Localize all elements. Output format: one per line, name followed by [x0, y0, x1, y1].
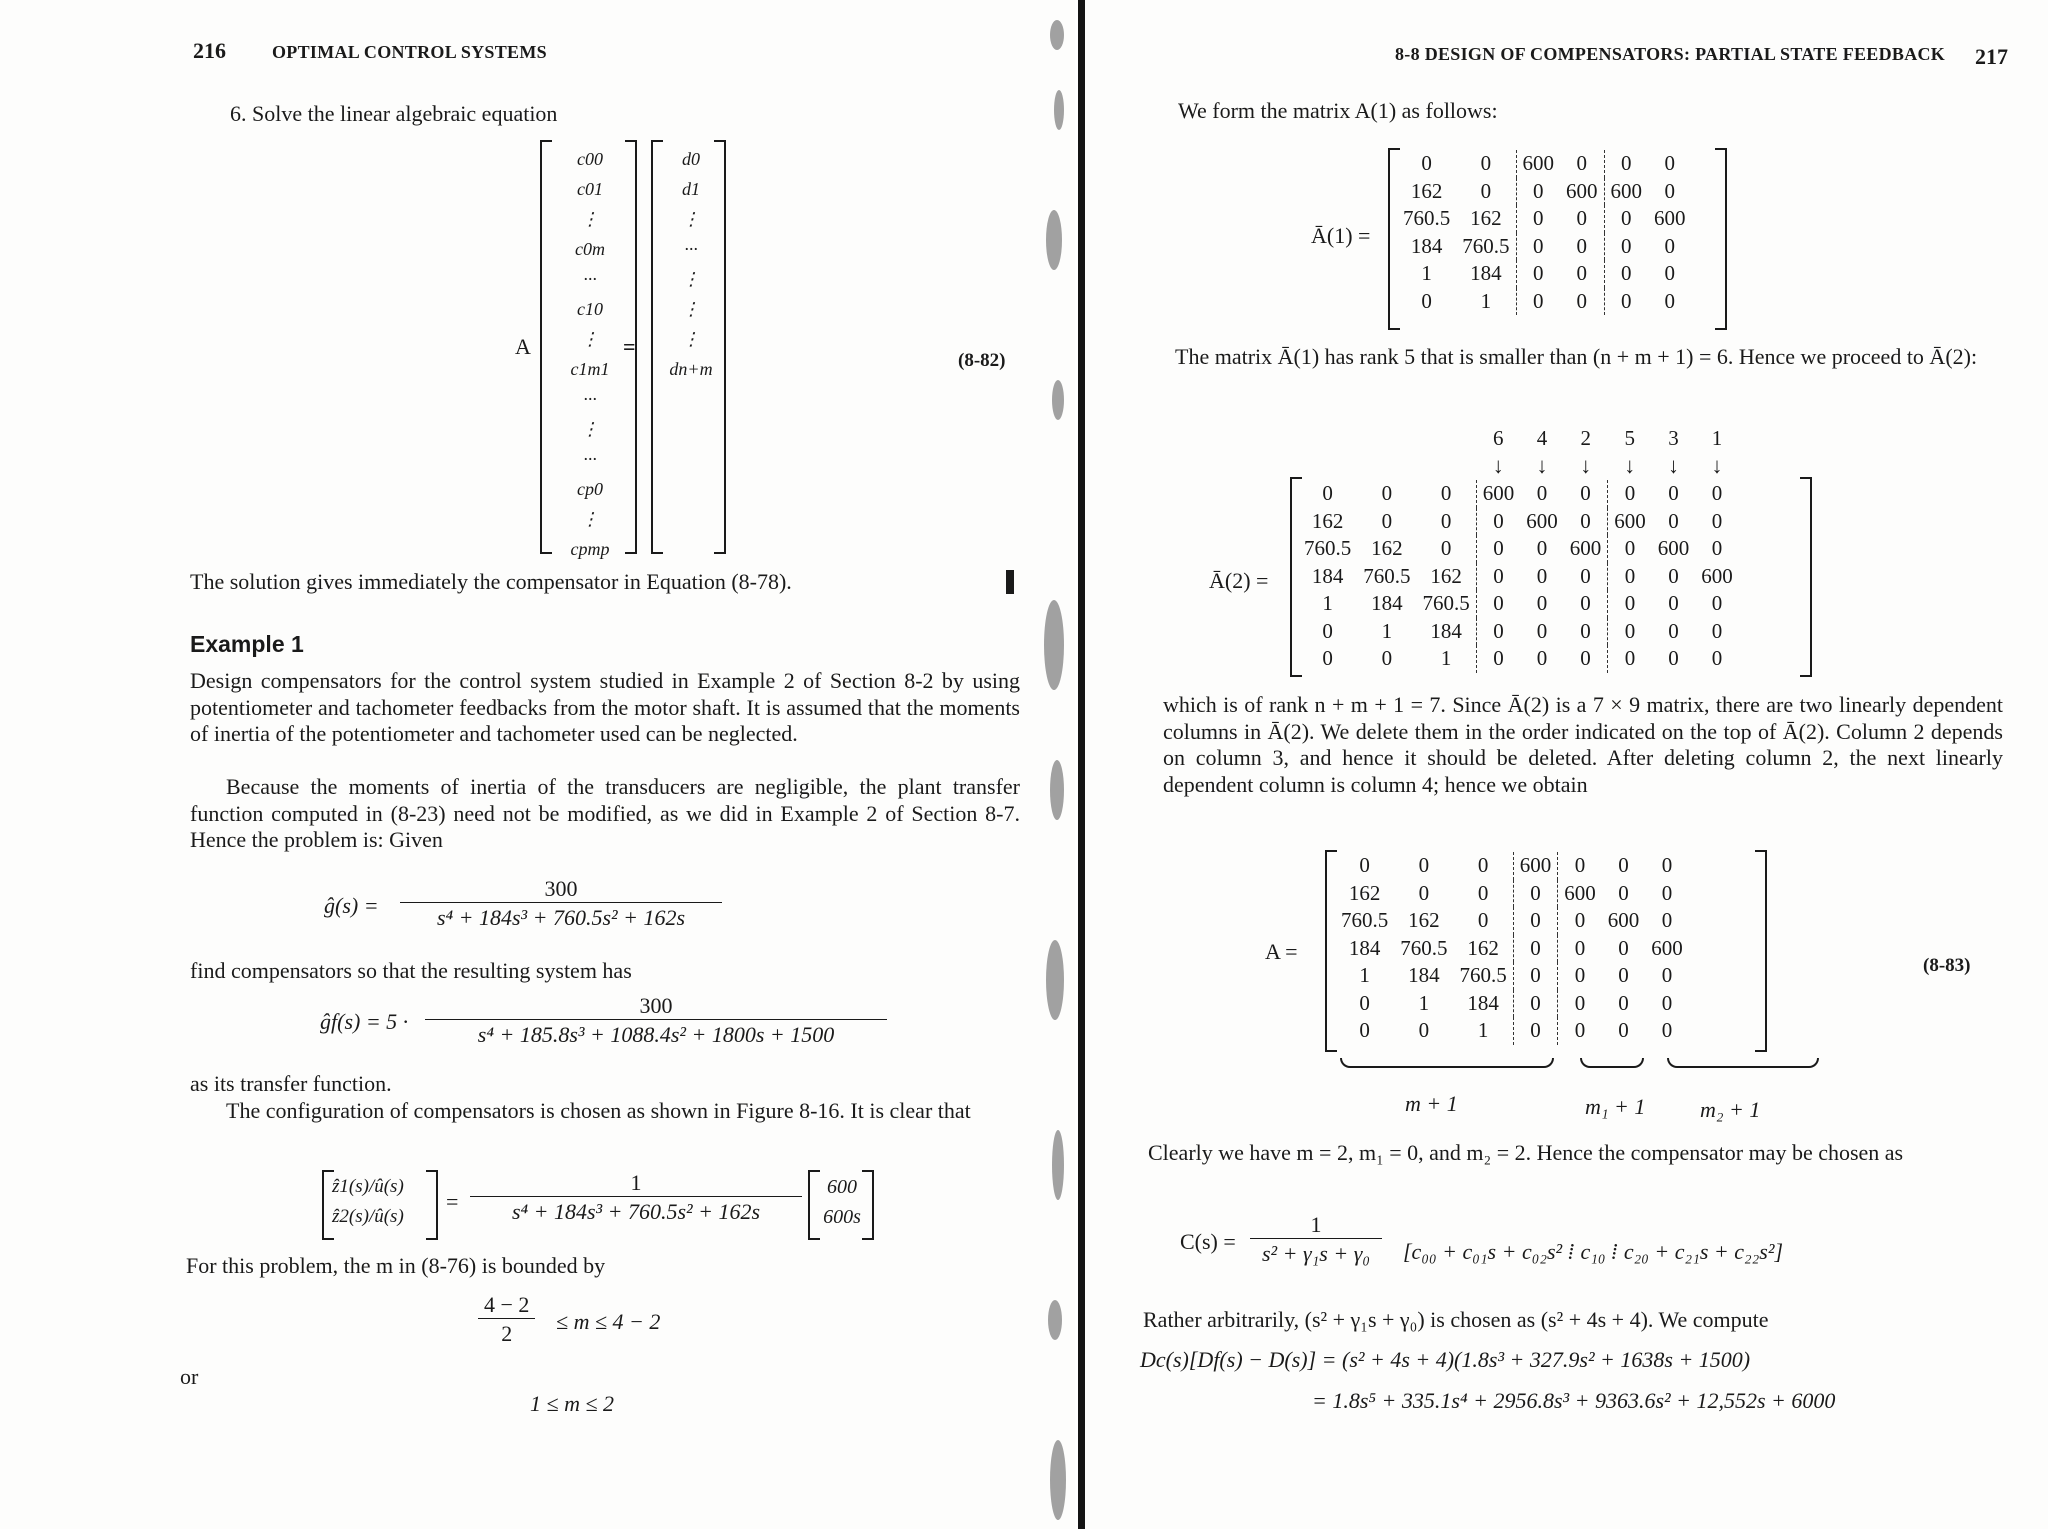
ineq2: 1 ≤ m ≤ 2	[530, 1391, 615, 1416]
matrix-cell: 0	[1513, 1017, 1558, 1045]
c-vector-entry: c0m	[575, 239, 605, 259]
matrix-cell: 0	[1516, 260, 1560, 288]
d-vector-entry: ⋮	[682, 299, 700, 319]
eq-882-lhs-symbol: A	[515, 334, 531, 359]
c-vector-entry: cpmp	[570, 539, 610, 559]
matrix-cell: 0	[1618, 935, 1629, 960]
brace-label-m: m + 1	[1405, 1091, 1458, 1116]
zvec-denominator: s⁴ + 184s³ + 760.5s² + 162s	[470, 1196, 802, 1225]
matrix-cell: 0	[1359, 990, 1370, 1015]
matrix-cell: 0	[1536, 536, 1548, 561]
matrix-row	[1298, 563, 1739, 591]
brace-m1-plus-1	[1580, 1058, 1644, 1068]
eq-gf-denominator: s⁴ + 185.8s³ + 1088.4s² + 1800s + 1500	[425, 1019, 887, 1048]
matrix-cell: 0	[1608, 563, 1652, 591]
matrix-cell: 0	[1477, 908, 1489, 933]
matrix-cell: 0	[1608, 480, 1652, 508]
matrix-cell: 184	[1311, 563, 1344, 588]
bound-text: For this problem, the m in (8-76) is bounded by	[186, 1253, 606, 1278]
down-arrow-icon	[1417, 453, 1477, 481]
matrix-cell: 0	[1661, 853, 1673, 878]
column-order-marker	[1298, 425, 1357, 453]
matrix-cell: 0	[1440, 481, 1452, 506]
intro-text: We form the matrix A(1) as follows:	[1178, 98, 1498, 123]
eq-g-denominator: s⁴ + 184s³ + 760.5s² + 162s	[400, 902, 722, 931]
matrix-cell: 0	[1608, 618, 1652, 646]
clearly-text: Clearly we have m = 2, m₁ = 0, and m₂ = 2. Hence the compensator may be chosen as	[1148, 1140, 1904, 1165]
matrix-cell: 600	[1657, 536, 1690, 561]
matrix-cell: 0	[1359, 1018, 1370, 1043]
column-order-marker: 6	[1493, 426, 1504, 451]
matrix-cell: 0	[1668, 618, 1679, 643]
zvec-numerator: 1	[630, 1170, 642, 1195]
matrix-row	[1397, 260, 1692, 288]
matrix-cell: 760.5	[1422, 591, 1470, 616]
matrix-cell: 162	[1430, 563, 1462, 588]
column-order-marker	[1357, 425, 1416, 453]
column-order-marker: 4	[1536, 426, 1548, 451]
eq-gf-fraction	[425, 993, 887, 1048]
matrix-cell: 600	[1569, 536, 1602, 561]
matrix-row	[1397, 150, 1692, 178]
matrix-cell: 162	[1467, 935, 1499, 960]
matrix-cell: 0	[1608, 645, 1652, 673]
matrix-cell: 600	[1604, 178, 1648, 206]
matrix-cell: 0	[1513, 880, 1558, 908]
matrix-row	[1335, 935, 1689, 963]
c-vector-entry: ···	[583, 389, 597, 409]
rvec-entries	[816, 1172, 868, 1232]
c-vector-entry: cp0	[577, 479, 603, 499]
ineq1-numerator: 4 − 2	[484, 1292, 530, 1317]
c-vector-entry: c01	[577, 179, 603, 199]
matrix-row	[1335, 880, 1689, 908]
matrix-cell: 0	[1661, 1018, 1673, 1043]
rank-text: The matrix Ā(1) has rank 5 that is smaller than (n + m + 1) = 6. Hence we proceed to Ā(2):	[1175, 344, 1978, 369]
d-vector	[663, 144, 719, 384]
matrix-cell: 760.5	[1341, 908, 1389, 933]
c-vector-entry: ⋮	[581, 509, 599, 529]
page-number-right: 217	[1975, 44, 2008, 69]
down-arrow-icon: ↓	[1711, 453, 1723, 479]
matrix-cell: 0	[1711, 591, 1723, 616]
matrix-cell: 0	[1476, 535, 1520, 563]
matrix-cell: 0	[1668, 646, 1679, 671]
dc-line-1: Dc(s)[Df(s) − D(s)] = (s² + 4s + 4)(1.8s³ + 327.9s² + 1638s + 1500)	[1140, 1347, 1751, 1372]
matrix-cell: 760.5	[1304, 536, 1352, 561]
brace-label-m1: m₁ + 1	[1585, 1094, 1646, 1119]
matrix-cell: 0	[1536, 618, 1548, 643]
matrix-cell: 1	[1418, 990, 1430, 1015]
matrix-cell: 162	[1311, 508, 1344, 533]
matrix-cell: 600	[1654, 206, 1686, 231]
end-of-proof-mark	[1006, 570, 1014, 594]
matrix-cell: 600	[1701, 563, 1733, 588]
matrix-cell: 0	[1516, 233, 1560, 261]
rvec-row-1: 600	[827, 1176, 857, 1198]
matrix-row	[1335, 1017, 1689, 1045]
matrix-cell: 0	[1322, 481, 1333, 506]
matrix-cell: 0	[1580, 591, 1591, 616]
matrix-cell: 0	[1604, 260, 1648, 288]
matrix-cell: 0	[1421, 288, 1432, 313]
d-vector-entry: d1	[682, 179, 700, 199]
or-text: or	[180, 1364, 199, 1389]
running-head-right: 8-8 DESIGN OF COMPENSATORS: PARTIAL STATE FEEDBACK	[1395, 44, 1946, 64]
matrix-cell: 0	[1618, 1018, 1629, 1043]
matrix-cell: 0	[1516, 178, 1560, 206]
matrix-cell: 0	[1359, 853, 1370, 878]
matrix-cell: 0	[1604, 233, 1648, 261]
down-arrow-icon: ↓	[1580, 453, 1592, 479]
eq-882-left-bracket-open	[540, 140, 552, 554]
matrix-cell: 0	[1668, 591, 1679, 616]
zvec-entries	[332, 1172, 404, 1232]
matrix-cell: 0	[1580, 481, 1591, 506]
arbitrary-text: Rather arbitrarily, (s² + γ₁s + γ₀) is chosen as (s² + 4s + 4). We compute	[1143, 1307, 1769, 1332]
column-order-marker: 5	[1624, 426, 1635, 451]
matrix-row	[1335, 990, 1689, 1018]
matrix-cell: 0	[1513, 990, 1558, 1018]
matrix-cell: 0	[1711, 481, 1723, 506]
a1-label: Ā(1) =	[1311, 223, 1371, 248]
example-paragraph-2: Because the moments of inertia of the transducers are negligible, the plant transfer function computed in (8-23) need not be modified, as we did in Example 2 of Section 8-7. Hence the problem is: Given	[190, 774, 1020, 852]
matrix-cell: 0	[1322, 646, 1333, 671]
matrix-cell: 0	[1618, 963, 1629, 988]
matrix-cell: 0	[1580, 618, 1591, 643]
matrix-cell: 0	[1711, 646, 1723, 671]
matrix-cell: 760.5	[1400, 935, 1448, 960]
eq-g-lhs: ĝ(s) =	[324, 893, 379, 918]
matrix-row	[1335, 852, 1689, 880]
matrix-cell: 0	[1576, 206, 1587, 231]
d-vector-entry: ⋮	[682, 329, 700, 349]
matrix-cell: 0	[1661, 990, 1673, 1015]
matrix-cell: 184	[1408, 963, 1440, 988]
matrix-cell: 0	[1480, 151, 1492, 176]
matrix-cell: 600	[1608, 508, 1652, 536]
cs-numerator: 1	[1310, 1212, 1322, 1237]
rvec-row-2: 600s	[823, 1206, 861, 1228]
d-vector-entry: dn+m	[669, 359, 713, 379]
column-order-marker: 2	[1580, 426, 1591, 451]
brace-label-m2: m₂ + 1	[1700, 1097, 1761, 1122]
matrix-cell: 0	[1661, 963, 1673, 988]
matrix-cell: 0	[1480, 178, 1492, 203]
eq-883-label: (8-83)	[1923, 955, 1971, 976]
matrix-cell: 0	[1558, 962, 1602, 990]
matrix-row	[1298, 480, 1739, 508]
matrix-cell: 0	[1476, 563, 1520, 591]
step-6-text: 6. Solve the linear algebraic equation	[230, 101, 558, 126]
c-vector-entry: c1m1	[570, 359, 610, 379]
matrix-cell: 600	[1516, 150, 1560, 178]
matrix-a1	[1397, 150, 1692, 315]
matrix-cell: 760.5	[1403, 206, 1451, 231]
matrix-cell: 1	[1480, 288, 1492, 313]
example-heading: Example 1	[190, 631, 304, 657]
a-bracket-close	[1755, 850, 1767, 1052]
zvec-bracket-close	[426, 1170, 438, 1240]
d-vector-entry: ⋮	[682, 209, 700, 229]
matrix-cell: 0	[1322, 618, 1333, 643]
matrix-row	[1335, 907, 1689, 935]
matrix-cell: 162	[1371, 536, 1403, 561]
down-arrow-icon: ↓	[1668, 453, 1679, 479]
cs-fraction	[1250, 1212, 1382, 1267]
matrix-cell: 0	[1476, 645, 1520, 673]
transfer-text: as its transfer function.	[190, 1071, 392, 1096]
eq-gf-lhs: ĝf(s) = 5 ·	[320, 1009, 409, 1034]
dc-line-2: = 1.8s⁵ + 335.1s⁴ + 2956.8s³ + 9363.6s² + 12,552s + 6000	[1312, 1388, 1836, 1413]
matrix-cell: 1	[1359, 963, 1370, 988]
matrix-cell: 600	[1513, 852, 1558, 880]
configuration-text: The configuration of compensators is chosen as shown in Figure 8-16. It is clear that	[226, 1098, 971, 1123]
matrix-cell: 0	[1668, 481, 1679, 506]
matrix-cell: 184	[1410, 233, 1443, 258]
d-vector-entry: ⋮	[682, 269, 700, 289]
right-page	[1085, 0, 2048, 1529]
column-order-marker	[1417, 425, 1477, 453]
matrix-cell: 0	[1661, 880, 1673, 905]
c-vector-entry: ⋮	[581, 209, 599, 229]
matrix-row	[1298, 508, 1739, 536]
c-vector-entry: ⋮	[581, 419, 599, 439]
matrix-cell: 0	[1580, 646, 1591, 671]
matrix-cell: 0	[1661, 908, 1673, 933]
matrix-cell: 0	[1440, 508, 1452, 533]
matrix-cell: 0	[1618, 853, 1629, 878]
matrix-cell: 184	[1430, 618, 1462, 643]
matrix-cell: 1	[1381, 618, 1393, 643]
matrix-cell: 0	[1536, 646, 1548, 671]
eq-882-label: (8-82)	[958, 350, 1006, 371]
matrix-row	[1298, 618, 1739, 646]
matrix-cell: 0	[1580, 563, 1591, 588]
ineq1-fraction	[478, 1292, 535, 1347]
down-arrow-icon	[1298, 453, 1357, 481]
matrix-cell: 0	[1536, 591, 1548, 616]
zvec-fraction	[470, 1170, 802, 1225]
c-vector-entry: c00	[577, 149, 603, 169]
matrix-row	[1397, 178, 1692, 206]
matrix-cell: 162	[1470, 206, 1502, 231]
down-arrow-icon	[1357, 453, 1416, 481]
matrix-a2	[1298, 425, 1739, 673]
matrix-row	[1298, 535, 1739, 563]
matrix-cell: 0	[1664, 288, 1675, 313]
ineq1-denominator: 2	[478, 1318, 535, 1347]
eq-g-fraction	[400, 876, 722, 931]
c-vector-entry: c10	[577, 299, 603, 319]
matrix-cell: 760.5	[1462, 233, 1510, 258]
matrix-cell: 0	[1604, 288, 1648, 316]
matrix-cell: 1	[1421, 261, 1432, 286]
matrix-row	[1298, 645, 1739, 673]
matrix-cell: 0	[1668, 508, 1679, 533]
matrix-cell: 162	[1408, 908, 1440, 933]
matrix-cell: 600	[1607, 908, 1640, 933]
matrix-cell: 0	[1580, 508, 1591, 533]
matrix-cell: 0	[1576, 261, 1587, 286]
matrix-cell: 0	[1618, 990, 1629, 1015]
matrix-cell: 0	[1608, 535, 1652, 563]
down-arrow-icon: ↓	[1492, 453, 1504, 479]
brace-m-plus-1	[1340, 1058, 1554, 1068]
matrix-a	[1335, 852, 1689, 1045]
matrix-cell: 0	[1576, 151, 1587, 176]
column-order-marker: 1	[1711, 426, 1723, 451]
matrix-cell: 0	[1516, 288, 1560, 316]
eq-882-equals: =	[623, 334, 636, 359]
matrix-cell: 0	[1711, 618, 1723, 643]
zvec-equals: =	[446, 1189, 459, 1214]
matrix-cell: 0	[1608, 590, 1652, 618]
matrix-cell: 0	[1576, 288, 1587, 313]
matrix-cell: 600	[1651, 935, 1683, 960]
matrix-cell: 760.5	[1363, 563, 1411, 588]
matrix-cell: 0	[1516, 205, 1560, 233]
rvec-bracket-close	[862, 1170, 874, 1240]
matrix-cell: 0	[1381, 646, 1393, 671]
c-vector	[552, 144, 628, 564]
matrix-cell: 162	[1410, 178, 1443, 203]
matrix-cell: 0	[1664, 261, 1675, 286]
matrix-cell: 1	[1322, 591, 1333, 616]
matrix-cell: 0	[1477, 880, 1489, 905]
matrix-cell: 0	[1536, 563, 1548, 588]
d-vector-entry: ···	[684, 239, 698, 259]
matrix-cell: 0	[1711, 508, 1723, 533]
matrix-cell: 0	[1381, 508, 1393, 533]
a2-bracket-open	[1290, 477, 1302, 677]
matrix-row	[1298, 590, 1739, 618]
matrix-cell: 0	[1664, 178, 1675, 203]
eq-882-right-bracket-open	[651, 140, 663, 554]
matrix-cell: 0	[1618, 880, 1629, 905]
cs-lhs: C(s) =	[1180, 1229, 1236, 1254]
matrix-cell: 0	[1418, 880, 1430, 905]
eq-gf-numerator: 300	[639, 993, 673, 1018]
zvec-row-1: ẑ1(s)/û(s)	[332, 1176, 404, 1197]
example-paragraph-1: Design compensators for the control system studied in Example 2 of Section 8-2 by using potentiometer and tachometer feedbacks from the motor shaft. It is assumed that the moments of inertia of the potentiometer and tachometer used can be neglected.	[190, 668, 1020, 746]
matrix-cell: 600	[1558, 880, 1602, 908]
matrix-cell: 0	[1558, 935, 1602, 963]
c-vector-entry: ···	[583, 449, 597, 469]
down-arrow-icon: ↓	[1536, 453, 1548, 479]
down-arrow-icon: ↓	[1624, 453, 1636, 479]
matrix-cell: 0	[1421, 151, 1432, 176]
matrix-cell: 0	[1604, 205, 1648, 233]
matrix-cell: 184	[1348, 935, 1381, 960]
column-order-marker: 3	[1668, 426, 1679, 451]
solution-text: The solution gives immediately the compensator in Equation (8-78).	[190, 569, 792, 594]
eq-g-numerator: 300	[544, 876, 578, 901]
find-text: find compensators so that the resulting system has	[190, 958, 632, 983]
running-head-left: OPTIMAL CONTROL SYSTEMS	[272, 42, 547, 62]
a2-bracket-close	[1800, 477, 1812, 677]
cs-denominator: s² + γ₁s + γ₀	[1250, 1238, 1382, 1267]
matrix-cell: 760.5	[1459, 963, 1507, 988]
matrix-cell: 162	[1348, 880, 1381, 905]
zvec-row-2: ẑ2(s)/û(s)	[332, 1206, 404, 1227]
cs-rhs: [c₀₀ + c₀₁s + c₀₂s² ⁞ c₁₀ ⁞ c₂₀ + c₂₁s + c₂₂s²]	[1403, 1239, 1784, 1264]
matrix-row	[1335, 962, 1689, 990]
page-number-left: 216	[193, 38, 226, 63]
matrix-cell: 0	[1513, 935, 1558, 963]
matrix-cell: 600	[1526, 508, 1558, 533]
matrix-cell: 0	[1558, 907, 1602, 935]
matrix-row	[1397, 288, 1692, 316]
matrix-cell: 0	[1711, 536, 1723, 561]
c-vector-entry: ···	[583, 269, 597, 289]
matrix-cell: 0	[1668, 563, 1679, 588]
matrix-cell: 184	[1470, 261, 1502, 286]
a2-label: Ā(2) =	[1209, 568, 1269, 593]
a-label: A =	[1265, 939, 1298, 964]
matrix-cell: 0	[1477, 853, 1489, 878]
matrix-cell: 1	[1440, 646, 1452, 671]
matrix-cell: 0	[1440, 536, 1452, 561]
d-vector-entry: d0	[682, 149, 700, 169]
matrix-cell: 0	[1558, 1017, 1602, 1045]
ineq1-rest: ≤ m ≤ 4 − 2	[556, 1309, 661, 1334]
matrix-cell: 600	[1476, 480, 1520, 508]
matrix-cell: 0	[1418, 853, 1430, 878]
c-vector-entry: ⋮	[581, 329, 599, 349]
matrix-cell: 0	[1418, 1018, 1430, 1043]
matrix-cell: 0	[1664, 233, 1675, 258]
matrix-cell: 0	[1664, 151, 1675, 176]
matrix-cell: 184	[1371, 591, 1403, 616]
rank2-text: which is of rank n + m + 1 = 7. Since Ā(2) is a 7 × 9 matrix, there are two linearly dependent columns in Ā(2). We delete them in the order indicated on the top of Ā(2). Column 2 depends on column 3, and hence it should be deleted. After deleting column 2, the next linearly dependent column is column 4; hence we obtain	[1163, 692, 2003, 797]
matrix-cell: 0	[1476, 590, 1520, 618]
matrix-cell: 0	[1476, 618, 1520, 646]
a1-bracket-close	[1715, 148, 1727, 330]
matrix-cell: 600	[1566, 178, 1598, 203]
matrix-cell: 0	[1604, 150, 1648, 178]
matrix-row	[1397, 233, 1692, 261]
matrix-cell: 0	[1476, 508, 1520, 536]
matrix-cell: 0	[1513, 907, 1558, 935]
matrix-cell: 0	[1558, 990, 1602, 1018]
matrix-cell: 0	[1536, 481, 1548, 506]
matrix-cell: 0	[1381, 481, 1393, 506]
matrix-cell: 0	[1513, 962, 1558, 990]
matrix-cell: 0	[1576, 233, 1587, 258]
matrix-cell: 184	[1467, 990, 1499, 1015]
matrix-cell: 1	[1477, 1018, 1489, 1043]
matrix-row	[1397, 205, 1692, 233]
brace-m2-plus-1	[1667, 1058, 1819, 1068]
matrix-cell: 0	[1558, 852, 1602, 880]
